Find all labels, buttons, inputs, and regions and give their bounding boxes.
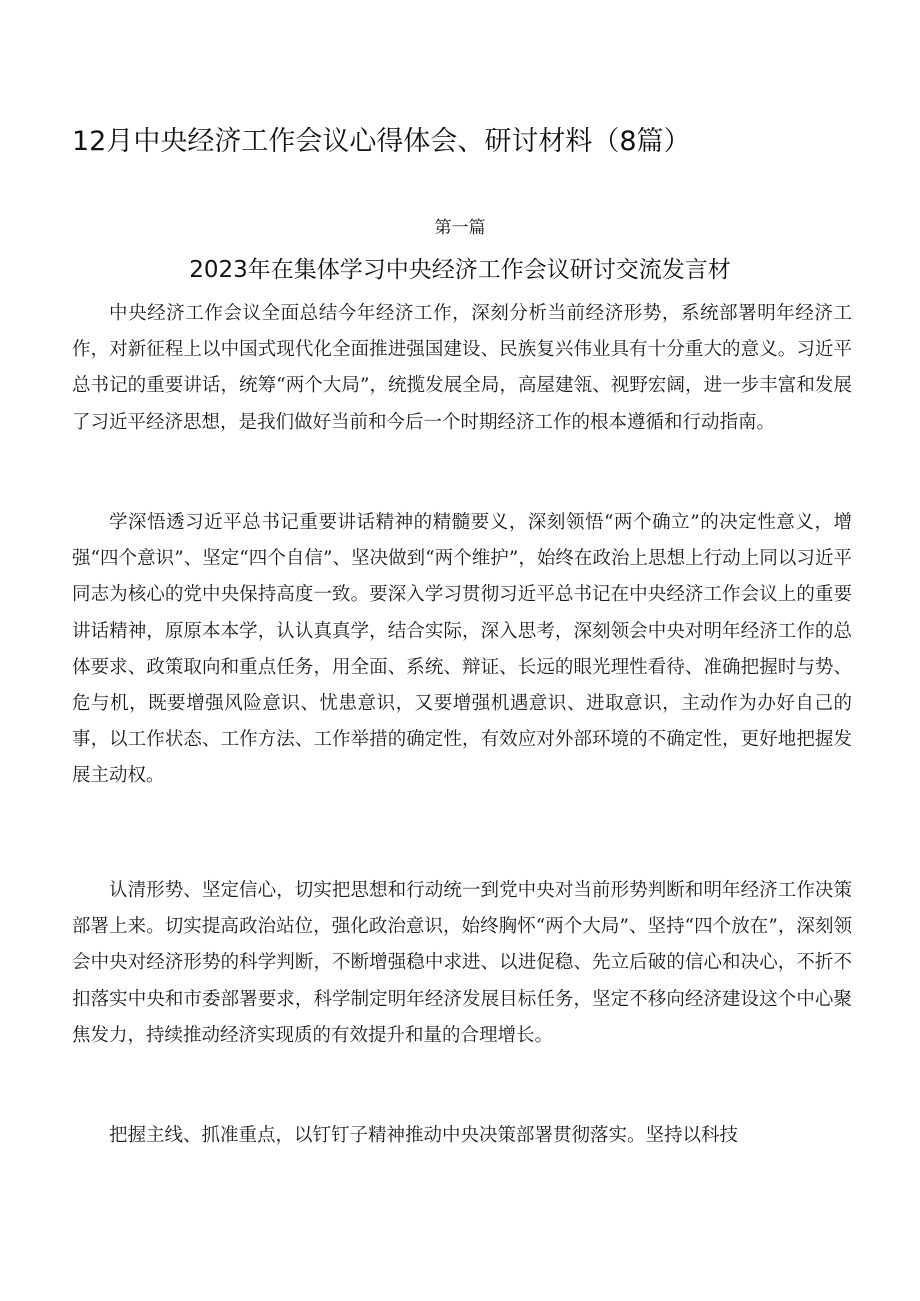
body-paragraph: 中央经济工作会议全面总结今年经济工作，深刻分析当前经济形势，系统部署明年经济工作，对新征程上以中国式现代化全面推进强国建设、民族复兴伟业具有十分重大的意义。习近平总书记的重要讲话，统筹“两个大局”，统揽发展全局，高屋建瓴、视野宏阔，进一步丰富和发展了习近平经济思想，是我们做好当前和今后一个时期经济工作的根本遵循和行动指南。: [72, 303, 852, 433]
body-paragraph: 把握主线、抓准重点，以钉钉子精神推动中央决策部署贯彻落实。坚持以科技: [109, 1125, 739, 1146]
body-paragraph: 学深悟透习近平总书记重要讲话精神的精髓要义，深刻领悟“两个确立”的决定性意义，增强“四个意识”、坚定“四个自信”、坚决做到“两个维护”，始终在政治上思想上行动上同以习近平同志为核心的党中央保持高度一致。要深入学习贯彻习近平总书记在中央经济工作会议上的重要讲话精神，原原本本学，认认真真学，结合实际，深入思考，深刻领会中央对明年经济工作的总体要求、政策取向和重点任务，用全面、系统、辩证、长远的眼光理性看待、准确把握时与势、危与机，既要增强风险意识、忧患意识，又要增强机遇意识、进取意识，主动作为办好自己的事，以工作状态、工作方法、工作举措的确定性，有效应对外部环境的不确定性，更好地把握发展主动权。: [72, 512, 852, 787]
document-title: 12月中央经济工作会议心得体会、研讨材料（8篇）: [72, 126, 691, 157]
section-heading: 2023年在集体学习中央经济工作会议研讨交流发言材: [189, 257, 731, 283]
section-label: 第一篇: [434, 218, 486, 238]
body-paragraph: 认清形势、坚定信心，切实把思想和行动统一到党中央对当前形势判断和明年经济工作决策部署上来。切实提高政治站位，强化政治意识，始终胸怀“两个大局”、坚持“四个放在”，深刻领会中央对经济形势的科学判断，不断增强稳中求进、以进促稳、先立后破的信心和决心，不折不扣落实中央和市委部署要求，科学制定明年经济发展目标任务，坚定不移向经济建设这个中心聚焦发力，持续推动经济实现质的有效提升和量的合理增长。: [72, 880, 852, 1046]
